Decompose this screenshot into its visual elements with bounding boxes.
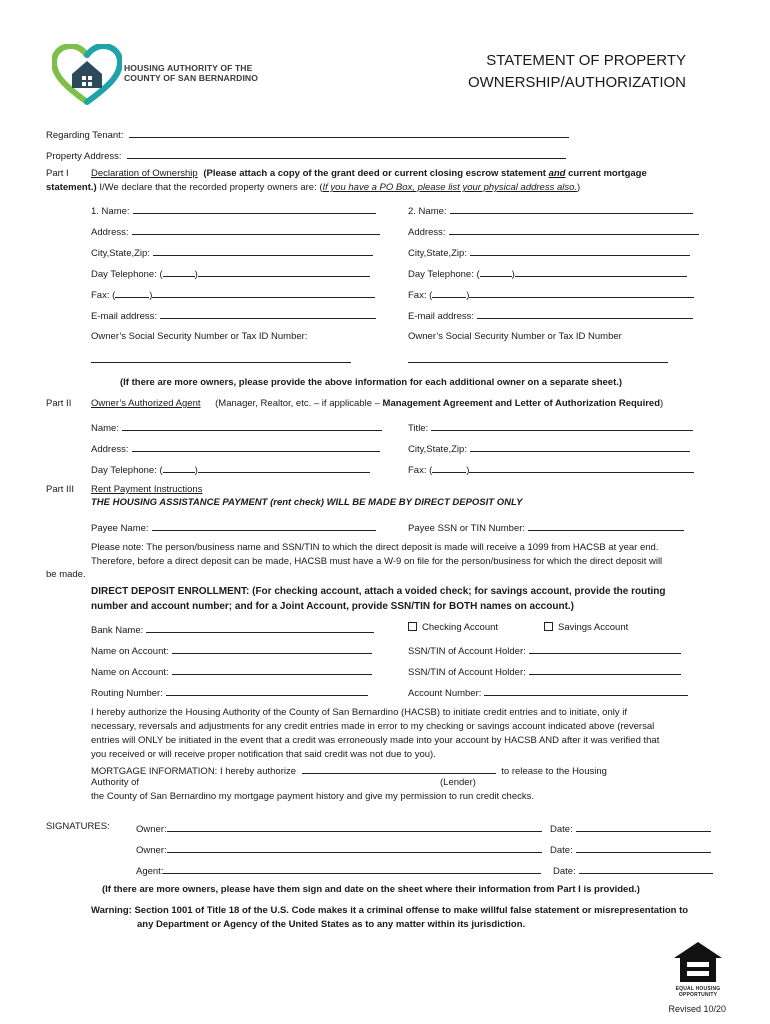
owner1-fax-label: Fax: ( <box>91 290 116 301</box>
agent-title-field[interactable] <box>431 420 693 431</box>
part1-declare-note: If you have a PO Box, please list your physical address also. <box>322 182 578 193</box>
account-name1-label: Name on Account: <box>91 646 169 657</box>
part3-note-line3: be made. <box>46 569 86 580</box>
agent-phone-label: Day Telephone: ( <box>91 465 163 476</box>
agent-sig-field[interactable] <box>163 863 541 874</box>
owner1-name-field[interactable] <box>133 203 376 214</box>
property-address-label: Property Address: <box>46 151 122 162</box>
property-address-field[interactable] <box>127 148 566 159</box>
agent-sig-label: Agent: <box>136 866 164 877</box>
agent-date-field[interactable] <box>579 863 713 874</box>
part3-note-line2: Therefore, before a direct deposit can be made, HACSB must have a W-9 on file for the person/business for which the direct deposit will <box>91 556 663 567</box>
signatures-more-owners-note: (If there are more owners, please have them sign and date on the sheet where their information from Part I is provided.) <box>102 884 640 895</box>
authorization-line3: entries will ONLY be initiated in the event that a credit was erroneously made into your account by HACSB AND after it was verified that <box>91 735 660 746</box>
warning-line2: any Department or Agency of the United States as to any matter within its jurisdiction. <box>137 919 526 930</box>
owner1-ssn-label: Owner’s Social Security Number or Tax ID Number: <box>91 331 308 342</box>
form-title-line1: STATEMENT OF PROPERTY <box>486 52 686 69</box>
signatures-label: SIGNATURES: <box>46 821 110 832</box>
heart-house-icon <box>52 44 122 106</box>
owner1-ssn-field[interactable] <box>91 352 351 363</box>
revised-date: Revised 10/20 <box>668 1004 726 1014</box>
agent-fax-area[interactable] <box>432 462 466 473</box>
direct-deposit-line2: number and account number; and for a Joint Account, provide SSN/TIN for BOTH names on account.) <box>91 601 575 612</box>
owner1-phone-label: Day Telephone: ( <box>91 269 163 280</box>
owner1-address-field[interactable] <box>132 224 380 235</box>
owner-date2-label: Date: <box>550 845 573 856</box>
part1-label: Part I <box>46 168 69 179</box>
mortgage-release: to release to the Housing <box>501 766 607 777</box>
owner1-address-label: Address: <box>91 227 129 238</box>
agent-address-label: Address: <box>91 444 129 455</box>
lender-caption: (Lender) <box>440 777 476 788</box>
account-name2-label: Name on Account: <box>91 667 169 678</box>
agent-name-field[interactable] <box>122 420 382 431</box>
owner2-fax-label: Fax: ( <box>408 290 433 301</box>
agent-date-label: Date: <box>553 866 576 877</box>
owner2-email-label: E-mail address: <box>408 311 474 322</box>
payee-ssn-field[interactable] <box>528 520 684 531</box>
account-name2-field[interactable] <box>172 664 372 675</box>
owner2-city-label: City,State,Zip: <box>408 248 467 259</box>
owner1-email-field[interactable] <box>160 308 376 319</box>
part1-instruction-b: current mortgage <box>565 168 647 179</box>
owner2-name-label: 2. Name: <box>408 206 447 217</box>
owner2-ssn-label: Owner’s Social Security Number or Tax ID Number <box>408 331 622 342</box>
equal-housing-line1: EQUAL HOUSING <box>675 986 721 992</box>
holder-ssn2-label: SSN/TIN of Account Holder: <box>408 667 526 678</box>
agent-city-label: City,State,Zip: <box>408 444 467 455</box>
authorization-line2: necessary, reversals and adjustments for any credit entries made in error to my checking or savings account indicated above (reversal <box>91 721 655 732</box>
part3-heading: Rent Payment Instructions <box>91 484 203 495</box>
owner2-fax-area[interactable] <box>432 287 466 298</box>
part1-heading: Declaration of Ownership <box>91 168 198 179</box>
holder-ssn1-label: SSN/TIN of Account Holder: <box>408 646 526 657</box>
org-name-line1: HOUSING AUTHORITY OF THE <box>124 63 253 73</box>
lender-field[interactable] <box>302 763 496 774</box>
warning-line1: Warning: Section 1001 of Title 18 of the U.S. Code makes it a criminal offense to make willful false statement or misrepresentation to <box>91 905 689 916</box>
savings-account-checkbox[interactable] <box>544 622 553 631</box>
owner1-phone-area[interactable] <box>163 266 195 277</box>
equal-housing-line2: OPPORTUNITY <box>678 991 718 998</box>
part2-label: Part II <box>46 398 72 409</box>
regarding-tenant-label: Regarding Tenant: <box>46 130 124 141</box>
part2-heading: Owner’s Authorized Agent <box>91 398 201 409</box>
bank-name-label: Bank Name: <box>91 625 144 636</box>
owner2-ssn-field[interactable] <box>408 352 668 363</box>
agent-fax-field[interactable] <box>469 462 694 473</box>
owner2-fax-field[interactable] <box>469 287 694 298</box>
savings-account-label: Savings Account <box>558 622 629 633</box>
owner-sig1-label: Owner: <box>136 824 167 835</box>
owner2-address-field[interactable] <box>449 224 699 235</box>
owner2-city-field[interactable] <box>470 245 690 256</box>
agent-address-field[interactable] <box>132 441 380 452</box>
owner-date1-field[interactable] <box>576 821 711 832</box>
payee-name-label: Payee Name: <box>91 523 149 534</box>
routing-number-label: Routing Number: <box>91 688 163 699</box>
equal-housing-logo <box>672 940 724 998</box>
account-number-field[interactable] <box>484 685 688 696</box>
holder-ssn2-field[interactable] <box>529 664 681 675</box>
payee-ssn-label: Payee SSN or TIN Number: <box>408 523 526 534</box>
part3-subheading: THE HOUSING ASSISTANCE PAYMENT (rent check) WILL BE MADE BY DIRECT DEPOSIT ONLY <box>91 497 523 508</box>
part3-note-line1: Please note: The person/business name and SSN/TIN to which the direct deposit is made will receive a 1099 from HACSB at year end. <box>91 542 659 553</box>
agent-phone-area[interactable] <box>163 462 195 473</box>
owner1-fax-area[interactable] <box>115 287 149 298</box>
regarding-tenant-field[interactable] <box>129 127 569 138</box>
holder-ssn1-field[interactable] <box>529 643 681 654</box>
routing-number-field[interactable] <box>166 685 368 696</box>
agent-title-label: Title: <box>408 423 429 434</box>
form-title-line2: OWNERSHIP/AUTHORIZATION <box>467 74 686 91</box>
bank-name-field[interactable] <box>146 622 374 633</box>
owner-date2-field[interactable] <box>576 842 711 853</box>
hacsb-logo <box>52 44 122 106</box>
authorization-line4: you received or will receive proper notification that said credit was not due to you). <box>91 749 436 760</box>
owner1-city-label: City,State,Zip: <box>91 248 150 259</box>
owner2-email-field[interactable] <box>477 308 693 319</box>
owner2-name-field[interactable] <box>450 203 693 214</box>
part2-note-c: ) <box>660 398 664 409</box>
mortgage-label: MORTGAGE INFORMATION: I hereby authorize <box>91 766 297 777</box>
agent-name-label: Name: <box>91 423 119 434</box>
owner-sig2-label: Owner: <box>136 845 167 856</box>
part2-note-b: Management Agreement and Letter of Authorization Required <box>382 398 661 409</box>
agent-phone-field[interactable] <box>198 462 370 473</box>
part3-label: Part III <box>46 484 74 495</box>
owner1-name-label: 1. Name: <box>91 206 130 217</box>
equal-housing-house-icon <box>672 940 724 984</box>
payee-name-field[interactable] <box>152 520 376 531</box>
authorization-line1: I hereby authorize the Housing Authority of the County of San Bernardino (HACSB) to initiate credit entries and to initiate, only if <box>91 707 627 718</box>
part1-declare-end: ) <box>577 182 581 193</box>
checking-account-label: Checking Account <box>422 622 499 633</box>
part1-instruction-and: and <box>548 168 566 179</box>
owner1-email-label: E-mail address: <box>91 311 157 322</box>
owner-date1-label: Date: <box>550 824 573 835</box>
mortgage-authority: Authority of <box>91 777 140 788</box>
agent-city-field[interactable] <box>470 441 690 452</box>
owner2-address-label: Address: <box>408 227 446 238</box>
owner2-phone-label: Day Telephone: ( <box>408 269 480 280</box>
mortgage-history: the County of San Bernardino my mortgage payment history and give my permission to run credit checks. <box>91 791 535 802</box>
owner1-fax-field[interactable] <box>152 287 375 298</box>
agent-fax-label: Fax: ( <box>408 465 433 476</box>
account-name1-field[interactable] <box>172 643 372 654</box>
part1-more-owners-note: (If there are more owners, please provide the above information for each additional owner on a separate sheet.) <box>120 377 623 388</box>
org-name-line2: COUNTY OF SAN BERNARDINO <box>124 73 259 83</box>
part1-instruction-c: statement.) <box>46 182 97 193</box>
owner2-phone-field[interactable] <box>515 266 687 277</box>
checking-account-checkbox[interactable] <box>408 622 417 631</box>
part1-declare: I/We declare that the recorded property owners are: ( <box>96 182 323 193</box>
owner1-city-field[interactable] <box>153 245 373 256</box>
owner2-phone-area[interactable] <box>480 266 512 277</box>
owner-sig1-field[interactable] <box>167 821 542 832</box>
owner-sig2-field[interactable] <box>167 842 542 853</box>
owner1-phone-field[interactable] <box>198 266 370 277</box>
direct-deposit-line1: DIRECT DEPOSIT ENROLLMENT: (For checking account, attach a voided check; for savings account, provide the routing <box>91 586 666 597</box>
part1-instruction-a: (Please attach a copy of the grant deed or current closing escrow statement <box>203 168 549 179</box>
account-number-label: Account Number: <box>408 688 482 699</box>
part2-note-a: (Manager, Realtor, etc. – if applicable – <box>215 398 383 409</box>
